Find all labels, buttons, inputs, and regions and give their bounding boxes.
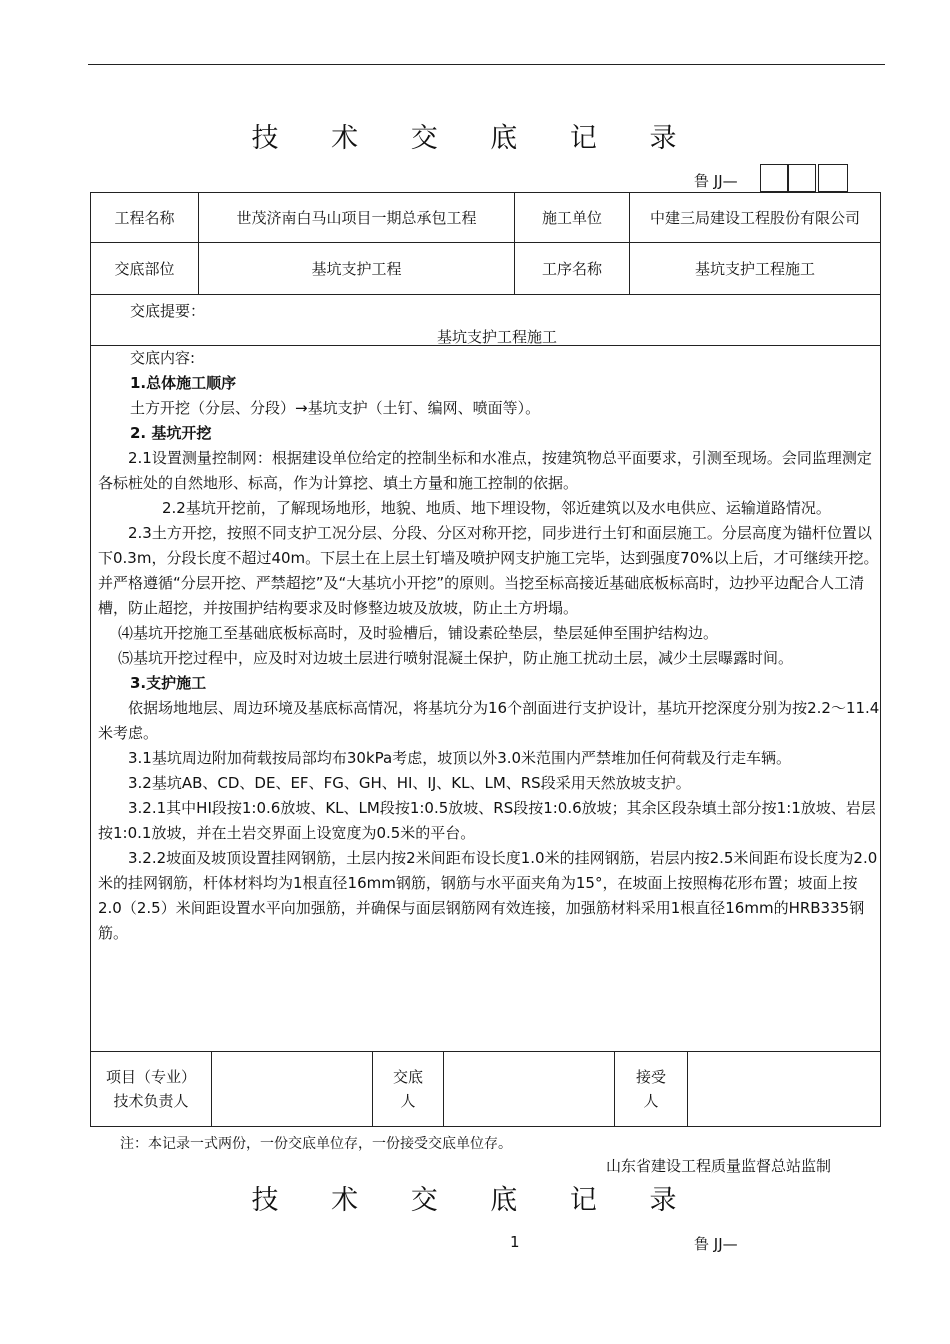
tech-lead-signature[interactable] bbox=[211, 1051, 373, 1127]
heading-2: 2. 基坑开挖 bbox=[130, 424, 212, 442]
record-code-label: 鲁 JJ— bbox=[694, 172, 738, 190]
para-2-1: 2.1设置测量控制网：根据建设单位给定的控制坐标和水准点，按建筑物总平面要求，引测至现场。会同监理测定各标桩处的自然地形、标高，作为计算挖、填土方量和施工控制的依据。 bbox=[98, 449, 872, 492]
content-body bbox=[98, 346, 880, 946]
top-rule bbox=[88, 64, 885, 65]
part-value: 基坑支护工程 bbox=[198, 242, 515, 295]
content-label: 交底内容: bbox=[130, 349, 196, 367]
code-box-3[interactable] bbox=[818, 164, 848, 192]
page-title: 技 术 交 底 记 录 bbox=[251, 123, 699, 154]
heading-3: 3.支护施工 bbox=[130, 674, 207, 692]
receiver-signature[interactable] bbox=[687, 1051, 881, 1127]
supervisor-text: 山东省建设工程质量监督总站监制 bbox=[606, 1157, 832, 1175]
process-value: 基坑支护工程施工 bbox=[629, 242, 881, 295]
para-3-0: 依据场地地层、周边环境及基底标高情况，将基坑分为16个剖面进行支护设计，基坑开挖深度分别为按2.2～11.4米考虑。 bbox=[98, 699, 880, 742]
project-name-value: 世茂济南白马山项目一期总承包工程 bbox=[198, 192, 515, 243]
tech-lead-label: 项目（专业）技术负责人 bbox=[90, 1051, 212, 1127]
page-title-2: 技 术 交 底 记 录 bbox=[251, 1185, 699, 1216]
para-2-5: ⑸基坑开挖过程中，应及时对边坡土层进行喷射混凝土保护，防止施工扰动土层，减少土层曝露时间。 bbox=[118, 649, 794, 667]
record-code-label-2: 鲁 JJ— bbox=[694, 1235, 738, 1253]
contractor-label: 施工单位 bbox=[514, 192, 630, 243]
receiver-label: 接受人 bbox=[614, 1051, 688, 1127]
para-3-2-2: 3.2.2坡面及坡顶设置挂网钢筋，土层内按2米间距布设长度1.0米的挂网钢筋，岩层内按2.5米间距布设长度为2.0米的挂网钢筋，杆体材料均为1根直径16mm钢筋，钢筋与水平面夹角为15°，在坡面上按照梅花形布置；坡面上按2.0（2.5）米间距设置水平向加强筋，并确保与面层钢筋网有效连接，加强筋材料采用1根直径16mm的HRB335钢筋。 bbox=[98, 849, 878, 942]
para-2-3: 2.3土方开挖，按照不同支护工况分层、分段、分区对称开挖，同步进行土钉和面层施工。分层高度为锚杆位置以下0.3m，分段长度不超过40m。下层土在上层土钉墙及喷护网支护施工完毕，达到强度70%以上后，才可继续开挖。并严格遵循“分层开挖、严禁超挖”及“大基坑小开挖”的原则。当挖至标高接近基础底板标高时，边抄平边配合人工清槽，防止超挖，并按围护结构要求及时修整边坡及放坡，防止土方坍塌。 bbox=[98, 524, 879, 617]
part-label: 交底部位 bbox=[90, 242, 199, 295]
project-name-label: 工程名称 bbox=[90, 192, 199, 243]
para-3-1: 3.1基坑周边附加荷载按局部均布30kPa考虑，坡顶以外3.0米范围内严禁堆加任何荷载及行走车辆。 bbox=[128, 749, 792, 767]
para-3-2: 3.2基坑AB、CD、DE、EF、FG、GH、HI、IJ、KL、LM、RS段采用天然放坡支护。 bbox=[128, 774, 691, 792]
discloser-signature[interactable] bbox=[443, 1051, 615, 1127]
summary-label: 交底提要： bbox=[130, 302, 206, 320]
page-number: 1 bbox=[510, 1233, 520, 1251]
heading-1: 1.总体施工顺序 bbox=[130, 374, 237, 392]
code-box-1[interactable] bbox=[760, 164, 788, 192]
footnote: 注：本记录一式两份，一份交底单位存，一份接受交底单位存。 bbox=[120, 1136, 512, 1152]
para-1: 土方开挖（分层、分段）→基坑支护（土钉、编网、喷面等）。 bbox=[130, 399, 541, 417]
code-box-2[interactable] bbox=[788, 164, 816, 192]
para-2-4: ⑷基坑开挖施工至基础底板标高时，及时验槽后，铺设素砼垫层，垫层延伸至围护结构边。 bbox=[118, 624, 719, 642]
contractor-value: 中建三局建设工程股份有限公司 bbox=[629, 192, 881, 243]
para-3-2-1: 3.2.1其中HI段按1:0.6放坡、KL、LM段按1:0.5放坡、RS段按1:0.6放坡；其余区段杂填土部分按1:1放坡、岩层按1:0.1放坡，并在土岩交界面上设宽度为0.5米的平台。 bbox=[98, 799, 876, 842]
discloser-label: 交底人 bbox=[372, 1051, 444, 1127]
process-label: 工序名称 bbox=[514, 242, 630, 295]
para-2-2: 2.2基坑开挖前，了解现场地形，地貌、地质、地下埋设物，邻近建筑以及水电供应、运输道路情况。 bbox=[162, 499, 831, 517]
summary-value: 基坑支护工程施工 bbox=[437, 328, 558, 346]
